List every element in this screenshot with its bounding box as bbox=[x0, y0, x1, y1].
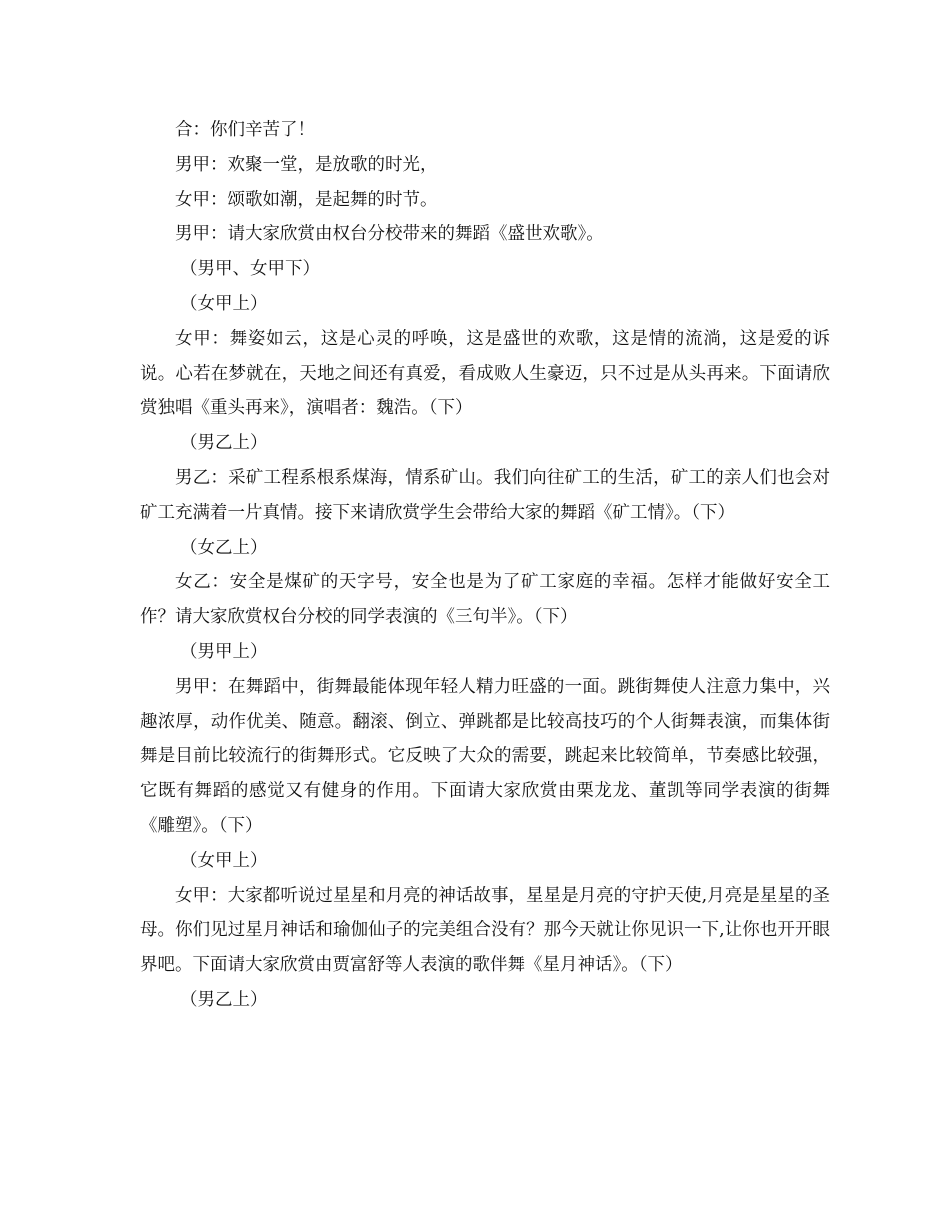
line-chorus-thanks: 合：你们辛苦了！ bbox=[175, 120, 315, 140]
line-female-a-solo-intro: 女甲：舞姿如云，这是心灵的呼唤，这是盛世的欢歌，这是情的流淌，这是爱的诉说。心若在梦就在，天地之间还有真爱，看成败人生豪迈，只不过是从头再来。下面请欣赏独唱《重头再来》，演唱者：魏浩。（下） bbox=[140, 328, 830, 419]
stage-direction-enter-female-b: （女乙上） bbox=[180, 537, 268, 558]
line-female-a-dance: 女甲：颂歌如潮，是起舞的时节。 bbox=[175, 189, 438, 210]
line-male-b-miner-dance: 男乙：采矿工程系根系煤海，情系矿山。我们向往矿工的生活，矿工的亲人们也会对矿工充满着一片真情。接下来请欣赏学生会带给大家的舞蹈《矿工情》。（下） bbox=[140, 467, 830, 523]
line-male-a-introduce-dance: 男甲：请大家欣赏由权台分校带来的舞蹈《盛世欢歌》。 bbox=[175, 224, 604, 245]
stage-direction-enter-female-a: （女甲上） bbox=[180, 293, 268, 314]
stage-direction-exit: （男甲、女甲下） bbox=[180, 259, 320, 280]
line-male-a-street-dance: 男甲：在舞蹈中，街舞最能体现年轻人精力旺盛的一面。跳街舞使人注意力集中，兴趣浓厚，动作优美、随意。翻滚、倒立、弹跳都是比较高技巧的个人街舞表演，而集体街舞是目前比较流行的街舞形式。它反映了大众的需要，跳起来比较简单，节奏感比较强，它既有舞蹈的感觉又有健身的作用。下面请大家欣赏由栗龙龙、董凯等同学表演的街舞《雕塑》。（下） bbox=[140, 676, 830, 836]
stage-direction-enter-female-a-2: （女甲上） bbox=[180, 850, 268, 871]
line-female-a-star-moon: 女甲：大家都听说过星星和月亮的神话故事，星星是月亮的守护天使,月亮是星星的圣母。你们见过星月神话和瑜伽仙子的完美组合没有？那今天就让你见识一下,让你也开开眼界吧。下面请大家欣赏由贾富舒等人表演的歌伴舞《星月神话》。（下） bbox=[140, 885, 830, 976]
stage-direction-enter-male-b-2: （男乙上） bbox=[180, 989, 268, 1010]
line-male-a-gathering: 男甲：欢聚一堂，是放歌的时光， bbox=[175, 154, 438, 175]
stage-direction-enter-male-a: （男甲上） bbox=[180, 641, 268, 662]
script-body bbox=[140, 113, 830, 1018]
line-female-b-safety: 女乙：安全是煤矿的天字号，安全也是为了矿工家庭的幸福。怎样才能做好安全工作？请大家欣赏权台分校的同学表演的《三句半》。（下） bbox=[140, 572, 830, 628]
stage-direction-enter-male-b: （男乙上） bbox=[180, 433, 268, 454]
